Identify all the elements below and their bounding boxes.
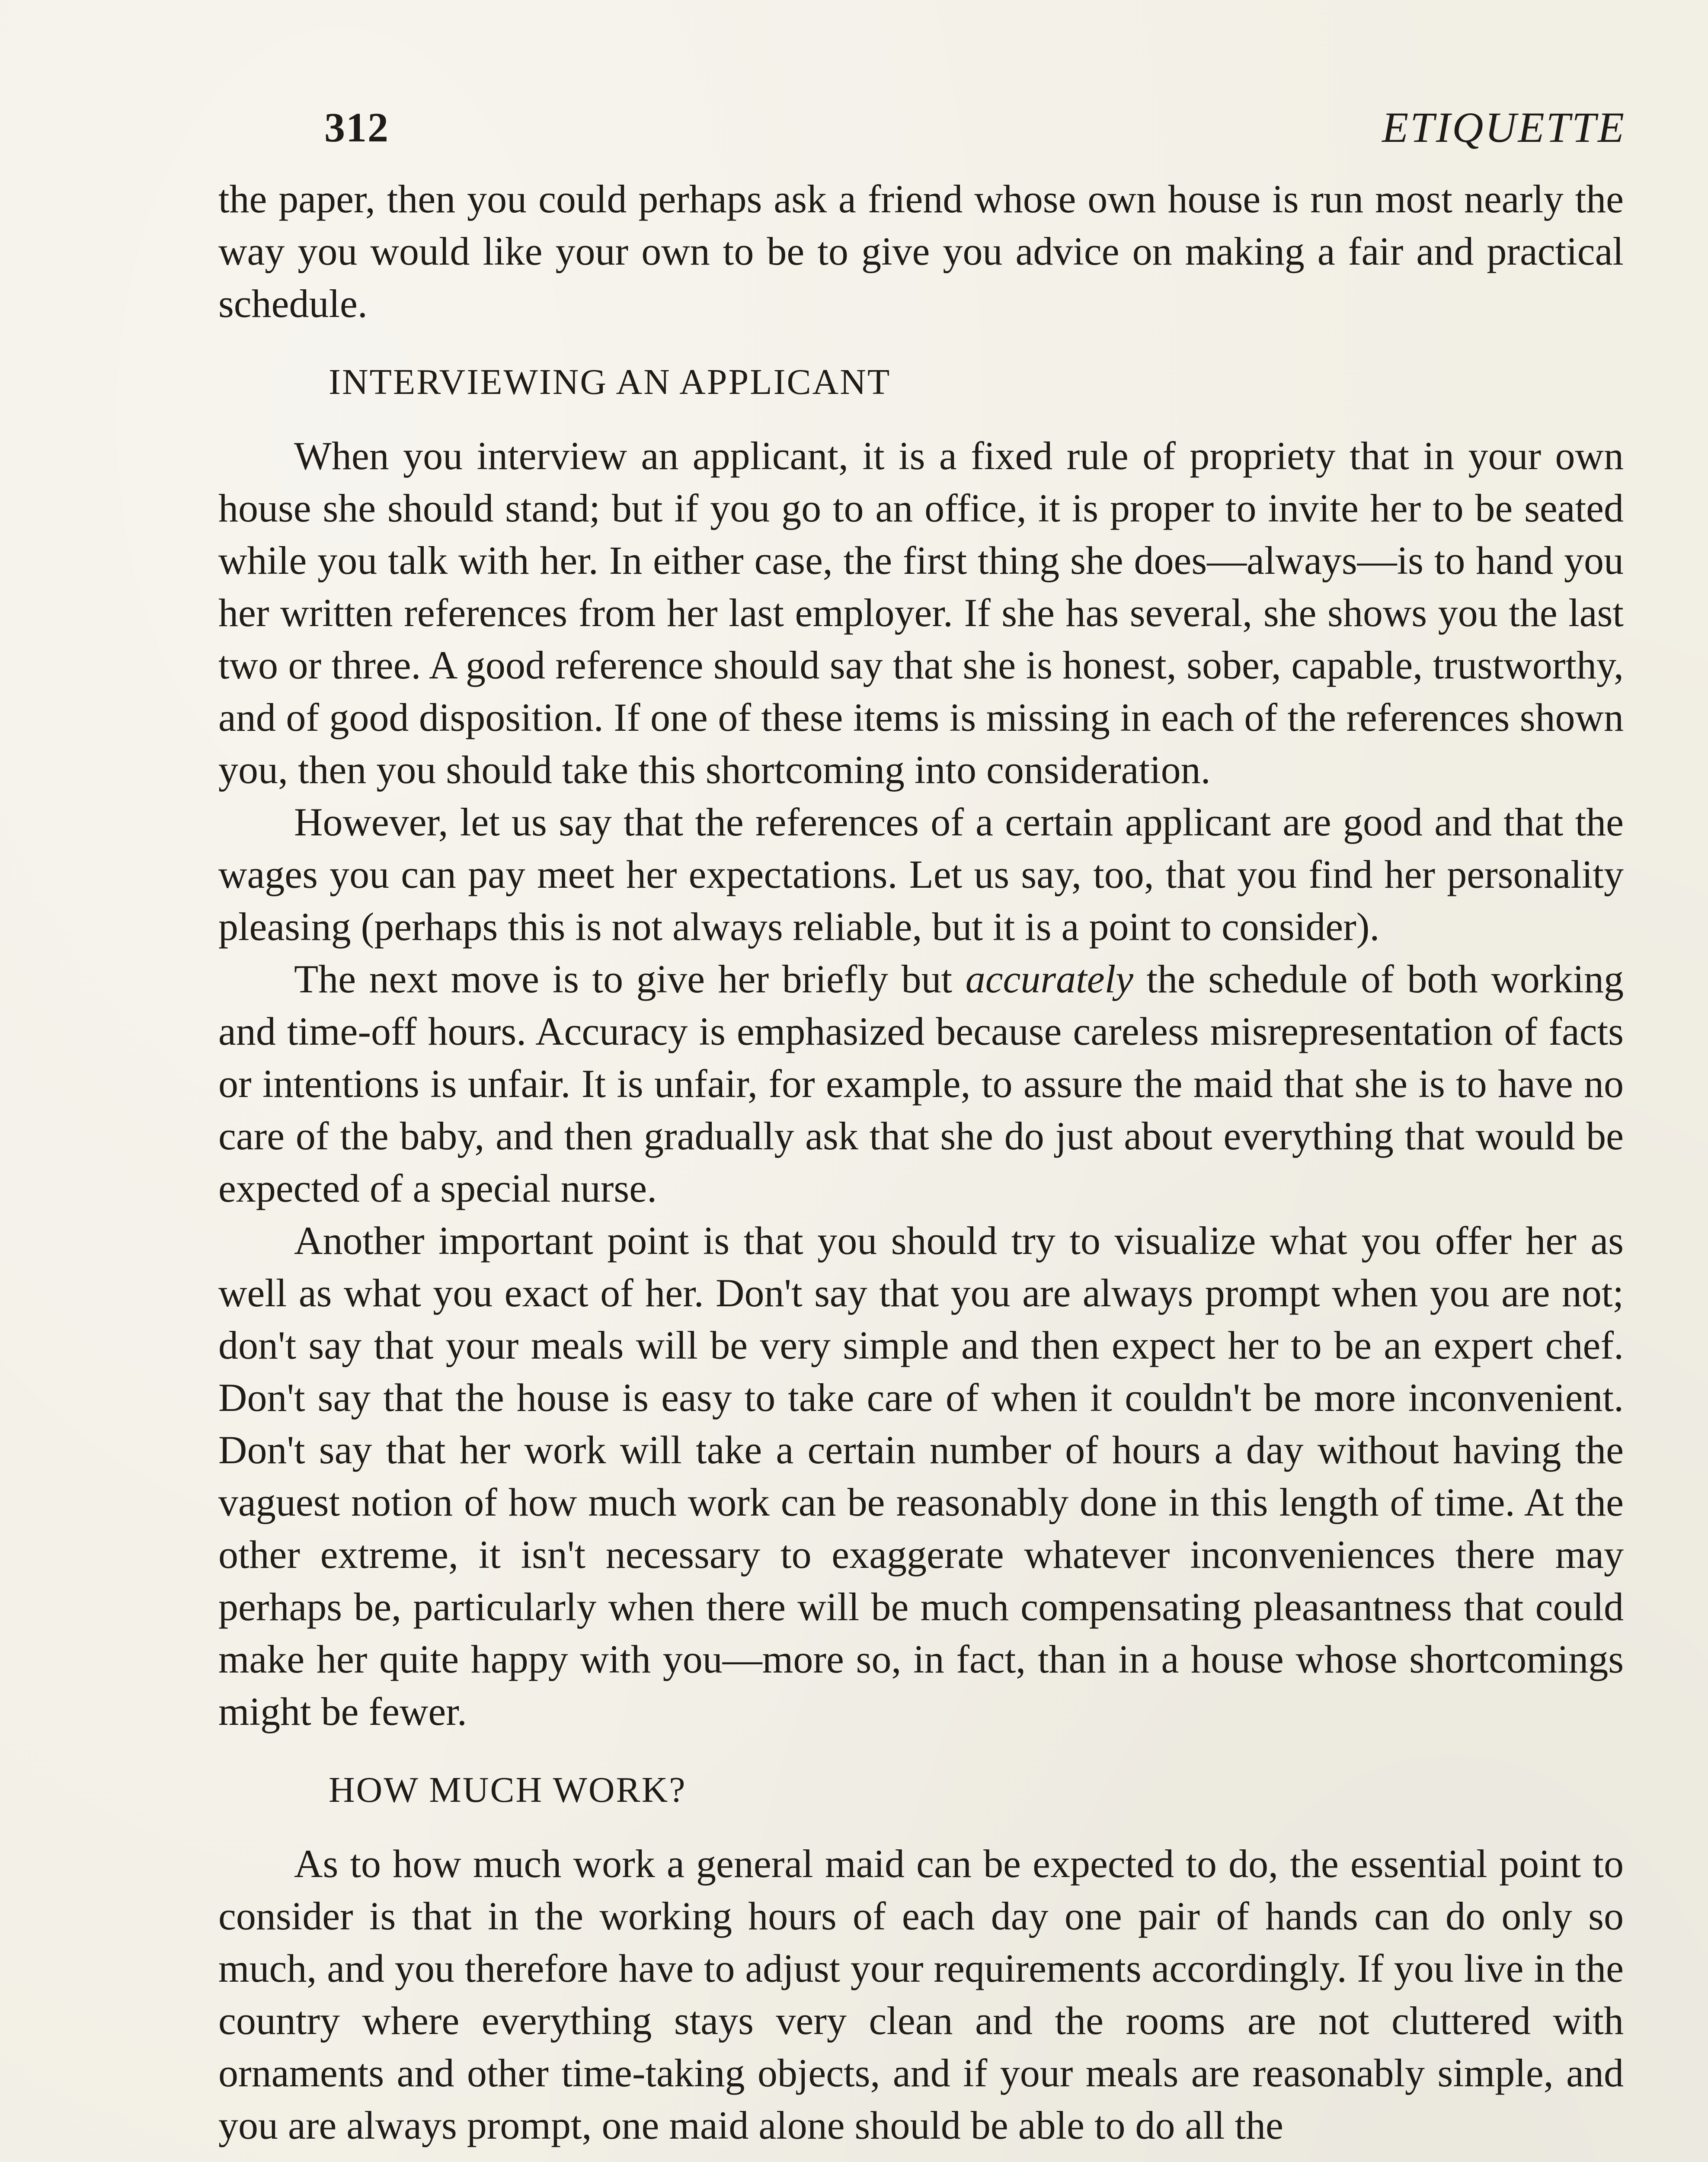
paragraph-interview-4: Another important point is that you should try to visualize what you offer her as well as what you exact of her. Don't say that you are always prompt when you are not; don't say that your meals will be very simple and then expect her to be an expert chef. Don't say that the house is easy to take care of when it couldn't be more inconvenient. Don't say that her work will take a certain number of hours a day without having the vaguest notion of how much work can be reasonably done in this length of time. At the other extreme, it isn't necessary to exaggerate whatever inconveniences there may perhaps be, particularly when there will be much compensating pleasantness that could make her quite happy with you—more so, in fact, than in a house whose shortcomings might be fewer. bbox=[218, 1219, 1624, 1733]
running-head: ETIQUETTE bbox=[1382, 103, 1626, 151]
section-heading-how-much-work: HOW MUCH WORK? bbox=[329, 1770, 687, 1810]
paragraph-work-1: As to how much work a general maid can be expected to do, the essential point to consider is that in the working hours of each day one pair of hands can do only so much, and you therefore have to adjust your requirements accordingly. If you live in the country where everything stays very clean and the rooms are not cluttered with ornaments and other time-taking objects, and if your meals are reasonably simple, and you are always prompt, one maid alone should be able to do all the bbox=[218, 1842, 1624, 2147]
emphasis-accurately: accurately bbox=[965, 957, 1133, 1001]
paragraph-interview-2: However, let us say that the references of a certain applicant are good and that the wages you can pay meet her expectations. Let us say, too, that you find her personality pleasing (perhaps this is not always reliable, but it is a point to consider). bbox=[218, 800, 1624, 949]
page-number: 312 bbox=[324, 104, 389, 150]
paragraph-interview-3-start: The next move is to give her briefly but bbox=[294, 957, 966, 1001]
paragraph-interview-3-end: the schedule of both working and time-off hours. Accuracy is emphasized because careless misrepresentation of facts or intentions is unfair. It is unfair, for example, to assure the maid that she is to have no care of the baby, and then gradually ask that she do just about everything that would be expected of a special nurse. bbox=[218, 957, 1624, 1210]
paragraph-interview-1: When you interview an applicant, it is a fixed rule of propriety that in your own house she should stand; but if you go to an office, it is proper to invite her to be seated while you talk with her. In either case, the first thing she does—always—is to hand you her written references from her last employer. If she has several, she shows you the last two or three. A good reference should say that she is honest, sober, capable, trustworthy, and of good disposition. If one of these items is missing in each of the references shown you, then you should take this shortcoming into consideration. bbox=[218, 434, 1624, 792]
paragraph-intro: the paper, then you could perhaps ask a friend whose own house is run most nearly the way you would like your own to be to give you advice on making a fair and practical schedule. bbox=[218, 177, 1624, 326]
paragraph-interview-3 bbox=[218, 953, 1624, 1215]
page-header bbox=[324, 97, 1626, 158]
body-text bbox=[218, 173, 1624, 2152]
section-heading-interviewing: INTERVIEWING AN APPLICANT bbox=[329, 362, 891, 402]
